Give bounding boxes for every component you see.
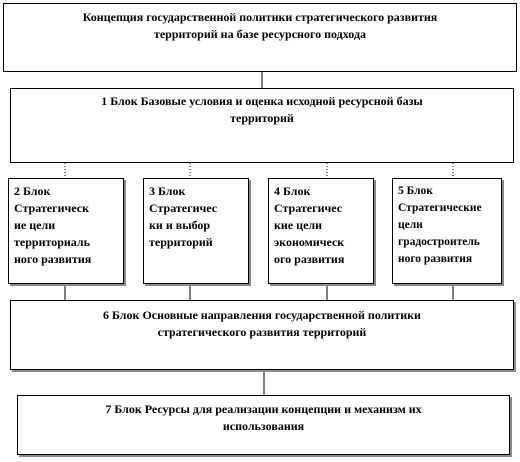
block4-line-4: экономическ [274, 235, 345, 249]
concept-line-2: территорий на базе ресурсного подхода [153, 27, 367, 41]
block2-line-4: территориаль [14, 235, 90, 249]
block2-box [8, 178, 124, 284]
block4-box [268, 178, 374, 284]
block2-line-2: Стратегическ [14, 201, 89, 215]
block5-line-5: ного развития [398, 253, 473, 265]
block3-line-1: 3 Блок [149, 184, 186, 198]
block7-box [17, 395, 510, 455]
block5-line-4: градостроитель [398, 236, 480, 248]
concept-box [3, 3, 517, 72]
block5-line-1: 5 Блок [398, 185, 433, 197]
block5-box [392, 178, 502, 284]
block7-line-2: использования [222, 419, 305, 433]
block2-line-1: 2 Блок [14, 184, 51, 198]
block6-line-1: 6 Блок Основные направления государственной политики [103, 308, 421, 322]
block4-line-5: ого развития [274, 252, 345, 266]
block3-line-3: ки и выбор [149, 218, 211, 232]
block6-box [10, 300, 514, 370]
block6-line-2: стратегического развития территорий [157, 325, 367, 339]
block5-line-2: Стратегические [398, 202, 482, 214]
block1-line-2: территорий [230, 111, 294, 125]
block3-box [143, 178, 249, 284]
block1-line-1: 1 Блок Базовые условия и оценка исходной ресурсной базы [101, 94, 423, 108]
block1-box [10, 88, 514, 163]
block2-line-5: ного развития [14, 252, 92, 266]
block5-line-3: цели [398, 219, 423, 231]
block4-line-3: кие цели [274, 218, 323, 232]
block4-line-2: Стратегичес [274, 201, 343, 215]
block7-line-1: 7 Блок Ресурсы для реализации концепции и механизм их [105, 402, 422, 416]
concept-line-1: Концепция государственной политики стратегического развития [82, 10, 438, 24]
block4-line-1: 4 Блок [274, 184, 311, 198]
block3-line-2: Стратегичес [149, 201, 218, 215]
block2-line-3: ие цели [14, 218, 56, 232]
block3-line-4: территорий [149, 235, 213, 249]
